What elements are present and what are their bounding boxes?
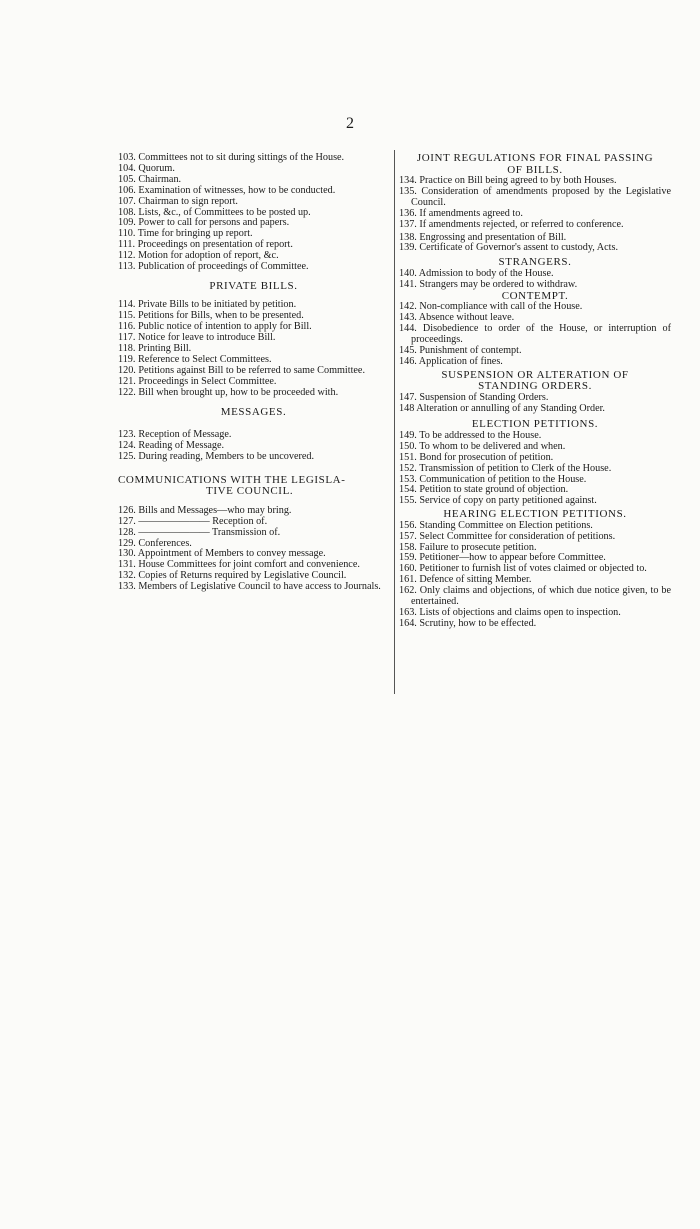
list-item: 145. Punishment of contempt.: [399, 344, 522, 356]
list-item: 136. If amendments agreed to.: [399, 207, 523, 219]
list-item: 104. Quorum.: [118, 162, 175, 174]
list-item: 157. Select Committee for consideration of petitions.: [399, 530, 616, 542]
list-item: 116. Public notice of intention to apply for Bill.: [118, 321, 312, 333]
list-item: 138. Engrossing and presentation of Bill.: [399, 231, 567, 243]
list-item: 150. To whom to be delivered and when.: [399, 440, 566, 452]
list-item: 123. Reception of Message.: [118, 429, 232, 441]
list-item: 112. Motion for adoption of report, &c.: [118, 250, 279, 262]
right-column: [399, 153, 671, 630]
list-item: 113. Publication of proceedings of Committee.: [118, 261, 309, 273]
list-item: 121. Proceedings in Select Committee.: [118, 375, 277, 387]
left-block-communications: [118, 506, 389, 593]
list-item: 118. Printing Bill.: [118, 343, 192, 355]
heading-line: JOINT REGULATIONS FOR FINAL PASSING: [416, 152, 654, 164]
list-item: 130. Appointment of Members to convey message.: [118, 548, 326, 560]
list-item: 149. To be addressed to the House.: [399, 429, 542, 441]
section-heading-strangers: STRANGERS.: [498, 256, 572, 269]
list-item: 137. If amendments rejected, or referred to conference.: [399, 218, 624, 230]
section-heading-joint-regulations: [399, 153, 671, 176]
list-item: 107. Chairman to sign report.: [118, 195, 238, 207]
list-item: 134. Practice on Bill being agreed to by both Houses.: [399, 175, 617, 186]
heading-line: COMMUNICATIONS WITH THE LEGISLA-: [118, 473, 346, 486]
list-item: 151. Bond for prosecution of petition.: [399, 451, 554, 463]
heading-line: OF BILLS.: [507, 163, 563, 176]
list-item: 108. Lists, &c., of Committees to be posted up.: [118, 206, 311, 218]
list-item: 143. Absence without leave.: [399, 312, 515, 324]
list-item: 158. Failure to prosecute petition.: [399, 541, 537, 553]
list-item: 148 Alteration or annulling of any Standing Order.: [399, 402, 605, 414]
column-divider: [394, 150, 395, 694]
right-block-joint-regulations: [399, 176, 671, 254]
list-item: 109. Power to call for persons and papers.: [118, 217, 290, 229]
list-item: 105. Chairman.: [118, 173, 182, 185]
right-block-hearing-election-petitions: [399, 521, 671, 630]
list-item: 129. Conferences.: [118, 537, 192, 549]
list-item: 146. Application of fines.: [399, 355, 503, 367]
list-item: 111. Proceedings on presentation of report.: [118, 239, 293, 251]
list-item: 125. During reading, Members to be uncovered.: [118, 450, 315, 462]
list-item: 135. Consideration of amendments proposed by the Legislative Council.: [399, 185, 671, 208]
left-column: [118, 153, 389, 593]
list-item: 106. Examination of witnesses, how to be conducted.: [118, 184, 336, 196]
list-item: 115. Petitions for Bills, when to be presented.: [118, 310, 304, 322]
list-item: 156. Standing Committee on Election petitions.: [399, 519, 593, 531]
list-item: 140. Admission to body of the House.: [399, 267, 554, 279]
section-heading-hearing-election-petitions: HEARING ELECTION PETITIONS.: [443, 508, 627, 521]
list-item: 124. Reading of Message.: [118, 440, 225, 452]
list-item: 122. Bill when brought up, how to be proceeded with.: [118, 386, 339, 398]
right-block-contempt: [399, 302, 671, 367]
list-item: 161. Defence of sitting Member.: [399, 574, 532, 586]
heading-line: SUSPENSION OR ALTERATION OF: [441, 368, 629, 381]
heading-line: TIVE COUNCIL.: [206, 485, 294, 498]
list-item: 162. Only claims and objections, of which due notice given, to be entertained.: [399, 585, 671, 608]
list-item: 119. Reference to Select Committees.: [118, 354, 272, 365]
section-heading-election-petitions: ELECTION PETITIONS.: [471, 418, 599, 431]
list-item: 159. Petitioner—how to appear before Committee.: [399, 552, 606, 564]
right-block-strangers: [399, 269, 671, 291]
heading-line: STANDING ORDERS.: [478, 380, 592, 393]
list-item: 131. House Committees for joint comfort and convenience.: [118, 559, 360, 571]
list-item: 142. Non-compliance with call of the House.: [399, 301, 583, 313]
left-block-private-bills: [118, 300, 389, 398]
list-item: 139. Certificate of Governor's assent to custody, Acts.: [399, 242, 619, 254]
list-item: 155. Service of copy on party petitioned against.: [399, 495, 597, 507]
list-item: 144. Disobedience to order of the House, or interruption of proceedings.: [399, 322, 671, 345]
list-item: 103. Committees not to sit during sittings of the House.: [118, 152, 345, 163]
page-number: 2: [346, 115, 354, 132]
list-item: 127. ——————— Reception of.: [118, 515, 268, 527]
section-heading-communications: [118, 475, 389, 498]
list-item: 114. Private Bills to be initiated by petition.: [118, 299, 297, 311]
list-item: 117. Notice for leave to introduce Bill.: [118, 332, 276, 344]
list-item: 128. ——————— Transmission of.: [118, 526, 281, 538]
list-item: 154. Petition to state ground of objection.: [399, 484, 569, 496]
section-heading-suspension: [399, 370, 671, 393]
list-item: 152. Transmission of petition to Clerk of the House.: [399, 462, 612, 474]
list-item: 141. Strangers may be ordered to withdraw.: [399, 278, 578, 290]
list-item: 110. Time for bringing up report.: [118, 228, 253, 240]
list-item: 163. Lists of objections and claims open to inspection.: [399, 607, 621, 618]
list-item: 126. Bills and Messages—who may bring.: [118, 504, 292, 516]
left-block-messages: [118, 430, 389, 463]
list-item: 164. Scrutiny, how to be effected.: [399, 617, 537, 629]
right-block-suspension: [399, 393, 671, 415]
list-item: 147. Suspension of Standing Orders.: [399, 391, 549, 403]
section-heading-contempt: CONTEMPT.: [501, 289, 569, 302]
list-item: 160. Petitioner to furnish list of votes claimed or objected to.: [399, 563, 647, 575]
list-item: 153. Communication of petition to the House.: [399, 473, 587, 485]
list-item: 133. Members of Legislative Council to have access to Journals.: [118, 581, 381, 593]
list-item: 132. Copies of Returns required by Legislative Council.: [118, 570, 347, 582]
section-heading-messages: MESSAGES.: [220, 405, 287, 418]
left-block-committees: [118, 153, 389, 273]
list-item: 120. Petitions against Bill to be referred to same Committee.: [118, 364, 365, 376]
right-block-election-petitions: [399, 431, 671, 507]
section-heading-private-bills: PRIVATE BILLS.: [209, 279, 298, 292]
